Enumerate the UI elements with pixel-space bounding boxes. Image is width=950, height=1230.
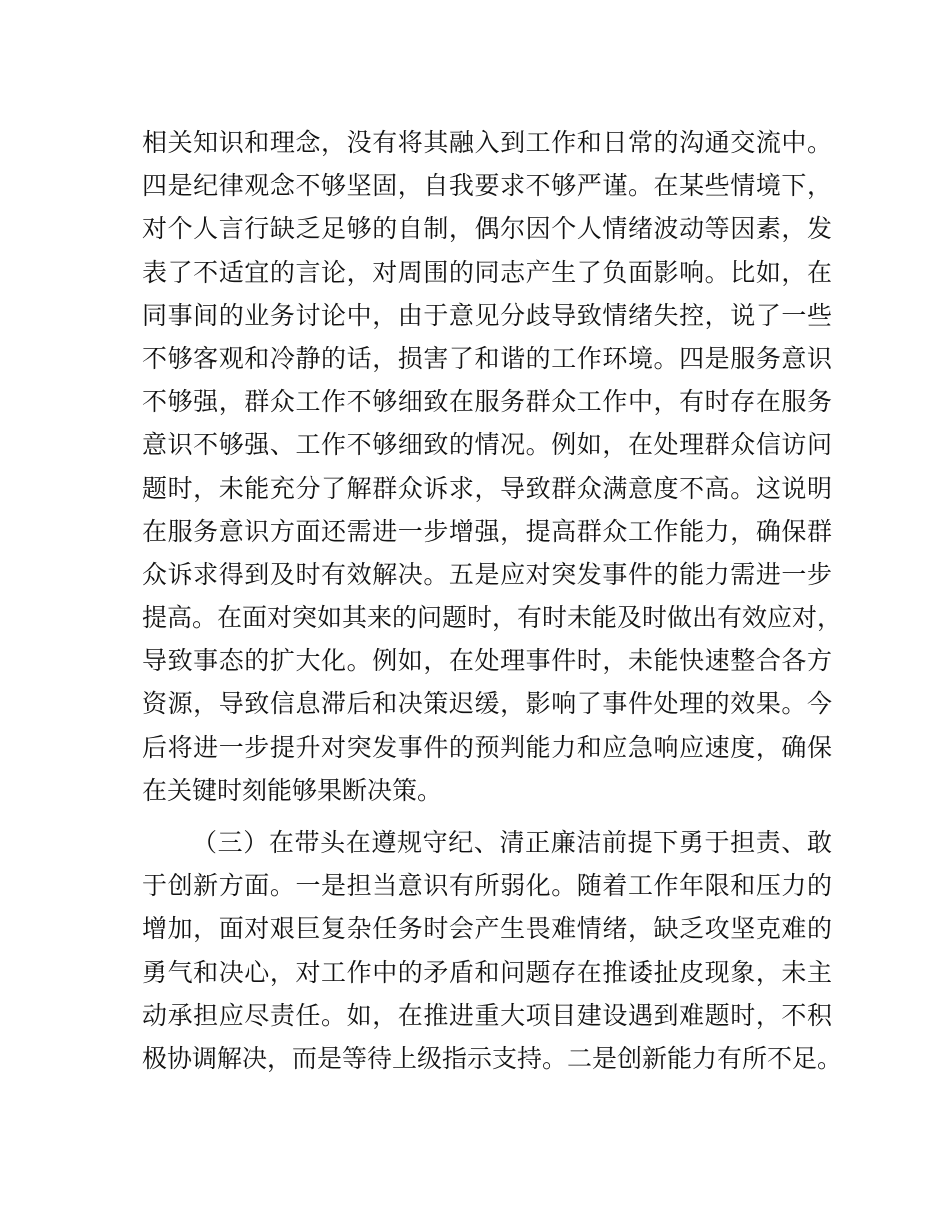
text-line: 不够客观和冷静的话，损害了和谐的工作环境。四是服务意识 <box>142 343 832 373</box>
text-line: 导致事态的扩大化。例如，在处理事件时，未能快速整合各方 <box>142 646 832 676</box>
text-line: 勇气和决心，对工作中的矛盾和问题存在推诿扯皮现象，未主 <box>142 957 832 987</box>
text-line: 极协调解决，而是等待上级指示支持。二是创新能力有所不足。 <box>142 1043 843 1073</box>
paragraph-gap <box>142 812 832 821</box>
text-line: 于创新方面。一是担当意识有所弱化。随着工作年限和压力的 <box>142 871 832 901</box>
text-line: 在服务意识方面还需进一步增强，提高群众工作能力，确保群 <box>142 516 832 546</box>
text-line: 增加，面对艰巨复杂任务时会产生畏难情绪，缺乏攻坚克难的 <box>142 914 832 944</box>
text-line: 众诉求得到及时有效解决。五是应对突发事件的能力需进一步 <box>142 559 832 589</box>
text-line: 同事间的业务讨论中，由于意见分歧导致情绪失控，说了一些 <box>142 300 832 330</box>
text-line: 题时，未能充分了解群众诉求，导致群众满意度不高。这说明 <box>142 473 832 503</box>
text-line: 后将进一步提升对突发事件的预判能力和应急响应速度，确保 <box>142 732 832 762</box>
text-line: 资源，导致信息滞后和决策迟缓，影响了事件处理的效果。今 <box>142 689 832 719</box>
text-line: （三）在带头在遵规守纪、清正廉洁前提下勇于担责、敢 <box>192 828 832 857</box>
text-line: 动承担应尽责任。如，在推进重大项目建设遇到难题时，不积 <box>142 1000 832 1030</box>
paragraph-2 <box>142 821 843 1080</box>
text-line: 意识不够强、工作不够细致的情况。例如，在处理群众信访问 <box>142 430 832 460</box>
text-line: 提高。在面对突如其来的问题时，有时未能及时做出有效应对， <box>142 603 843 633</box>
body-text <box>142 121 843 1080</box>
text-line: 四是纪律观念不够坚固，自我要求不够严谨。在某些情境下， <box>142 171 832 201</box>
text-line: 相关知识和理念，没有将其融入到工作和日常的沟通交流中。 <box>142 128 832 157</box>
paragraph-1 <box>142 121 843 812</box>
text-line: 对个人言行缺乏足够的自制，偶尔因个人情绪波动等因素，发 <box>142 214 832 244</box>
text-line: 在关键时刻能够果断决策。 <box>142 775 443 805</box>
text-line: 表了不适宜的言论，对周围的同志产生了负面影响。比如，在 <box>142 257 832 287</box>
text-line: 不够强，群众工作不够细致在服务群众工作中，有时存在服务 <box>142 387 832 417</box>
